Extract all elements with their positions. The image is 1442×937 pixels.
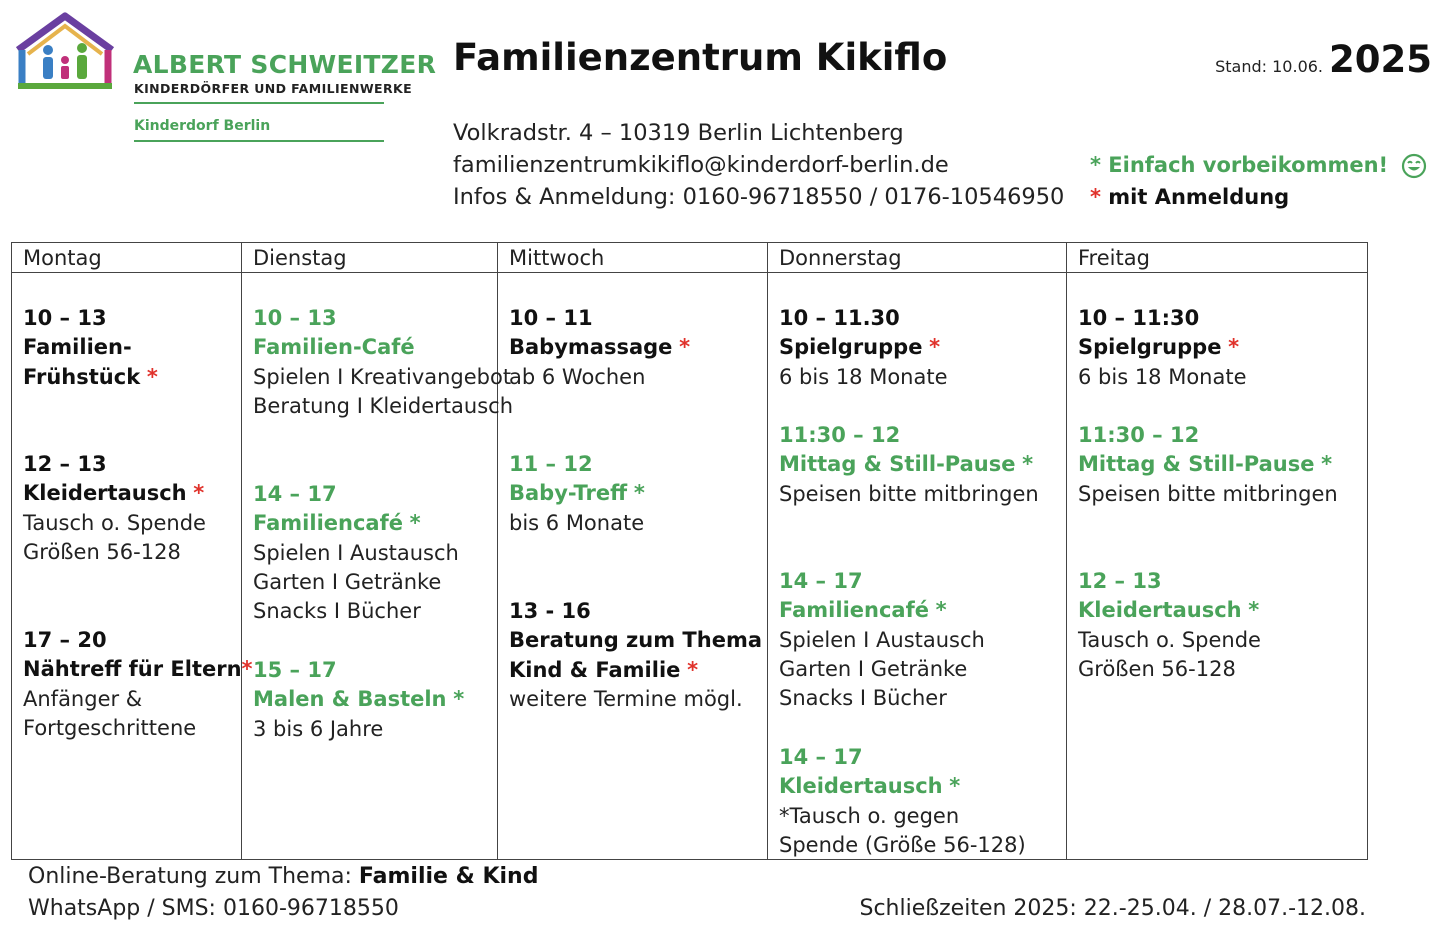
event-time: 11 – 12 (509, 452, 593, 476)
drop-in-star: * (453, 687, 465, 712)
event-detail: Spende (Größe 56-128) (779, 832, 1026, 857)
day-header-tuesday: Dienstag (242, 243, 498, 273)
year: 2025 (1329, 38, 1432, 81)
organization-place: Kinderdorf Berlin (134, 118, 271, 134)
event-fri-playgroup (1078, 304, 1367, 392)
event-wed-counseling (509, 597, 767, 714)
event-title: Familiencafé (253, 511, 403, 536)
event-time: 17 – 20 (23, 628, 107, 652)
event-time: 11:30 – 12 (779, 423, 901, 447)
closure-dates: Schließzeiten 2025: 22.-25.04. / 28.07.-12.08. (859, 896, 1366, 921)
weekly-schedule-table (11, 242, 1368, 860)
event-time: 12 – 13 (1078, 569, 1162, 593)
event-time: 14 – 17 (779, 569, 863, 593)
event-detail: Spielen I Kreativangebot (253, 364, 512, 389)
event-title: Spielgruppe (779, 335, 923, 360)
event-tue-cafe (253, 304, 514, 421)
smiley-icon (1401, 153, 1427, 179)
drop-in-star: * (1248, 598, 1260, 623)
event-title: Kleidertausch (23, 481, 187, 506)
event-detail: Größen 56-128 (1078, 656, 1236, 681)
registration-star: * (687, 657, 699, 682)
thursday-column (768, 273, 1067, 860)
event-title: Frühstück (23, 364, 141, 389)
event-detail: Fortgeschrittene (23, 715, 197, 740)
organization-subtitle: KINDERDÖRFER UND FAMILIENWERKE (134, 81, 413, 96)
event-thu-clothes-swap (779, 743, 1066, 860)
day-header-monday: Montag (12, 243, 242, 273)
house-family-logo-icon (10, 10, 120, 96)
event-title: Familien-Café (253, 335, 415, 360)
monday-column (12, 273, 253, 860)
table-body-row (12, 273, 1368, 860)
event-detail: Speisen bitte mitbringen (1078, 481, 1338, 506)
registration-star: * (929, 335, 941, 360)
drop-in-star: * (633, 481, 645, 506)
event-time: 10 – 11 (509, 306, 593, 330)
table-header-row (12, 243, 1368, 273)
event-time: 14 – 17 (253, 482, 337, 506)
legend-register-label: mit Anmeldung (1108, 185, 1290, 209)
legend-register (1090, 181, 1427, 213)
day-header-thursday: Donnerstag (768, 243, 1067, 273)
event-time: 10 – 11:30 (1078, 306, 1200, 330)
contact-phones: Infos & Anmeldung: 0160-96718550 / 0176-10546950 (453, 184, 1065, 210)
stand-label: Stand: 10.06. (1215, 57, 1324, 76)
legend (1090, 149, 1427, 213)
event-detail: bis 6 Monate (509, 510, 645, 535)
online-counseling-label: Online-Beratung zum Thema: (28, 864, 352, 889)
registration-star: * (1228, 335, 1240, 360)
revision-date (1215, 38, 1432, 81)
event-tue-familiencafe (253, 480, 497, 626)
event-detail: Tausch o. Spende (23, 510, 206, 535)
event-time: 12 – 13 (23, 452, 107, 476)
event-title: Nähtreff für Eltern (23, 657, 242, 682)
registration-star: * (193, 481, 205, 506)
event-mon-clothes-swap (23, 450, 241, 567)
event-fri-lunch (1078, 421, 1367, 509)
drop-in-star: * (1022, 452, 1034, 477)
event-detail: 3 bis 6 Jahre (253, 716, 384, 741)
event-wed-babymassage (509, 304, 767, 392)
event-detail: Garten I Getränke (779, 656, 968, 681)
event-title: Babymassage (509, 335, 673, 360)
day-header-wednesday: Mittwoch (498, 243, 768, 273)
logo-divider (134, 102, 384, 104)
event-detail: Speisen bitte mitbringen (779, 481, 1039, 506)
event-fri-clothes-swap (1078, 567, 1367, 684)
event-time: 13 - 16 (509, 599, 591, 623)
event-detail: Spielen I Austausch (253, 540, 459, 565)
whatsapp-contact: WhatsApp / SMS: 0160-96718550 (28, 896, 399, 921)
event-title: Baby-Treff (509, 481, 628, 506)
event-title: Kind & Familie (509, 657, 681, 682)
event-title: Kleidertausch (1078, 598, 1242, 623)
event-detail: 6 bis 18 Monate (779, 364, 948, 389)
event-time: 10 – 13 (253, 306, 337, 330)
event-detail: Größen 56-128 (23, 539, 181, 564)
event-detail: Garten I Getränke (253, 569, 442, 594)
event-thu-familiencafe (779, 567, 1066, 713)
organization-name: ALBERT SCHWEITZER (133, 50, 437, 79)
event-detail: Tausch o. Spende (1078, 627, 1261, 652)
event-tue-painting (253, 656, 497, 744)
event-detail: Anfänger & (23, 686, 143, 711)
friday-column (1067, 273, 1368, 860)
event-title: Mittag & Still-Pause (779, 452, 1016, 477)
event-time: 10 – 13 (23, 306, 107, 330)
event-detail: ab 6 Wochen (509, 364, 646, 389)
online-counseling-note (28, 864, 538, 889)
online-counseling-topic: Familie & Kind (358, 864, 539, 889)
event-wed-baby-treff (509, 450, 767, 538)
registration-star: * (679, 335, 691, 360)
event-detail: Beratung I Kleidertausch (253, 393, 514, 418)
event-title: Familien- (23, 335, 132, 360)
event-title: Spielgruppe (1078, 335, 1222, 360)
email-address[interactable]: familienzentrumkikiflo@kinderdorf-berlin.de (453, 152, 949, 178)
legend-drop-in-label: Einfach vorbeikommen! (1108, 153, 1389, 177)
event-title: Malen & Basteln (253, 687, 447, 712)
logo-divider (134, 140, 384, 142)
drop-in-star: * (1321, 452, 1333, 477)
event-thu-lunch (779, 421, 1066, 509)
street-address: Volkradstr. 4 – 10319 Berlin Lichtenberg (453, 120, 904, 146)
registration-star: * (146, 364, 158, 389)
event-detail: Snacks I Bücher (253, 599, 421, 624)
registration-star: * (241, 657, 253, 682)
event-time: 10 – 11.30 (779, 306, 900, 330)
event-title: Mittag & Still-Pause (1078, 452, 1315, 477)
event-detail: 6 bis 18 Monate (1078, 364, 1247, 389)
drop-in-star: * (409, 511, 421, 536)
legend-register-star: * (1090, 185, 1101, 209)
event-detail: Snacks I Bücher (779, 686, 947, 711)
event-title: Kleidertausch (779, 774, 943, 799)
drop-in-star: * (949, 774, 961, 799)
page-title: Familienzentrum Kikiflo (453, 36, 948, 79)
event-thu-playgroup (779, 304, 1066, 392)
event-detail: *Tausch o. gegen (779, 803, 960, 828)
event-time: 11:30 – 12 (1078, 423, 1200, 447)
event-time: 14 – 17 (779, 745, 863, 769)
organization-logo (10, 10, 437, 135)
event-mon-sewing (23, 626, 253, 743)
legend-drop-in-star: * (1090, 153, 1101, 177)
event-mon-breakfast (23, 304, 241, 392)
event-title: Beratung zum Thema (509, 628, 762, 653)
legend-drop-in (1090, 149, 1427, 181)
event-detail: weitere Termine mögl. (509, 686, 743, 711)
event-detail: Spielen I Austausch (779, 627, 985, 652)
tuesday-column (242, 273, 514, 860)
address-block (453, 117, 1064, 213)
event-time: 15 – 17 (253, 658, 337, 682)
wednesday-column (498, 273, 768, 860)
drop-in-star: * (935, 598, 947, 623)
day-header-friday: Freitag (1067, 243, 1368, 273)
event-title: Familiencafé (779, 598, 929, 623)
